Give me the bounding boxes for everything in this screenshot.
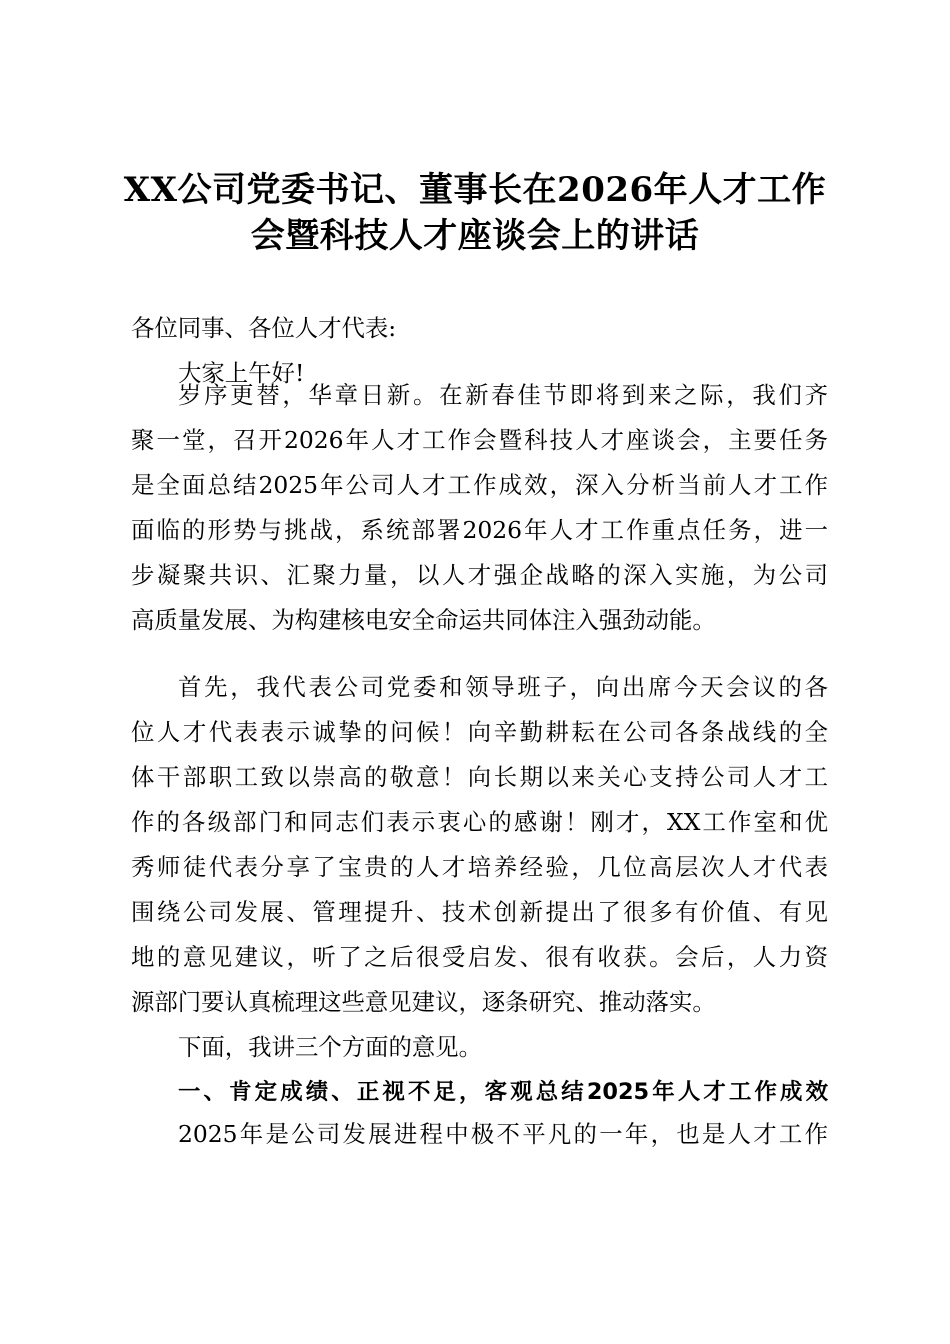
greeting: 大家上午好!: [178, 359, 305, 387]
paragraph-2-line-1: 首先，我代表公司党委和领导班子，向出席今天会议的各: [178, 673, 828, 701]
section-1-heading: 一、肯定成绩、正视不足，客观总结2025年人才工作成效: [178, 1079, 828, 1105]
paragraph-1-line-4: 面临的形势与挑战，系统部署2026年人才工作重点任务，进一: [131, 516, 828, 544]
paragraph-4-line-1: 2025年是公司发展进程中极不平凡的一年，也是人才工作: [178, 1120, 828, 1148]
document-title-line-1: XX公司党委书记、董事长在2026年人才工作: [123, 170, 827, 210]
paragraph-2-line-7: 地的意见建议，听了之后很受启发、很有收获。会后，人力资: [131, 943, 828, 971]
paragraph-3: 下面，我讲三个方面的意见。: [178, 1033, 483, 1061]
paragraph-2-line-3: 体干部职工致以崇高的敬意！向长期以来关心支持公司人才工: [131, 763, 828, 791]
paragraph-2-line-6: 围绕公司发展、管理提升、技术创新提出了很多有价值、有见: [131, 898, 828, 926]
paragraph-2-line-5: 秀师徒代表分享了宝贵的人才培养经验，几位高层次人才代表: [131, 853, 828, 881]
paragraph-2-line-8: 源部门要认真梳理这些意见建议，逐条研究、推动落实。: [131, 988, 716, 1016]
document-title-line-2: 会暨科技人才座谈会上的讲话: [250, 216, 700, 256]
salutation: 各位同事、各位人才代表:: [131, 314, 397, 342]
paragraph-2-line-4: 作的各级部门和同志们表示衷心的感谢！刚才，XX工作室和优: [131, 808, 828, 836]
paragraph-1-line-2: 聚一堂，召开2026年人才工作会暨科技人才座谈会，主要任务: [131, 426, 828, 454]
paragraph-1-line-6: 高质量发展、为构建核电安全命运共同体注入强劲动能。: [131, 606, 716, 634]
paragraph-1-line-3: 是全面总结2025年公司人才工作成效，深入分析当前人才工作: [131, 471, 828, 499]
paragraph-1-line-1: 岁序更替，华章日新。在新春佳节即将到来之际，我们齐: [178, 381, 828, 409]
paragraph-2-line-2: 位人才代表表示诚挚的问候！向辛勤耕耘在公司各条战线的全: [131, 718, 828, 746]
paragraph-1-line-5: 步凝聚共识、汇聚力量，以人才强企战略的深入实施，为公司: [131, 561, 828, 589]
